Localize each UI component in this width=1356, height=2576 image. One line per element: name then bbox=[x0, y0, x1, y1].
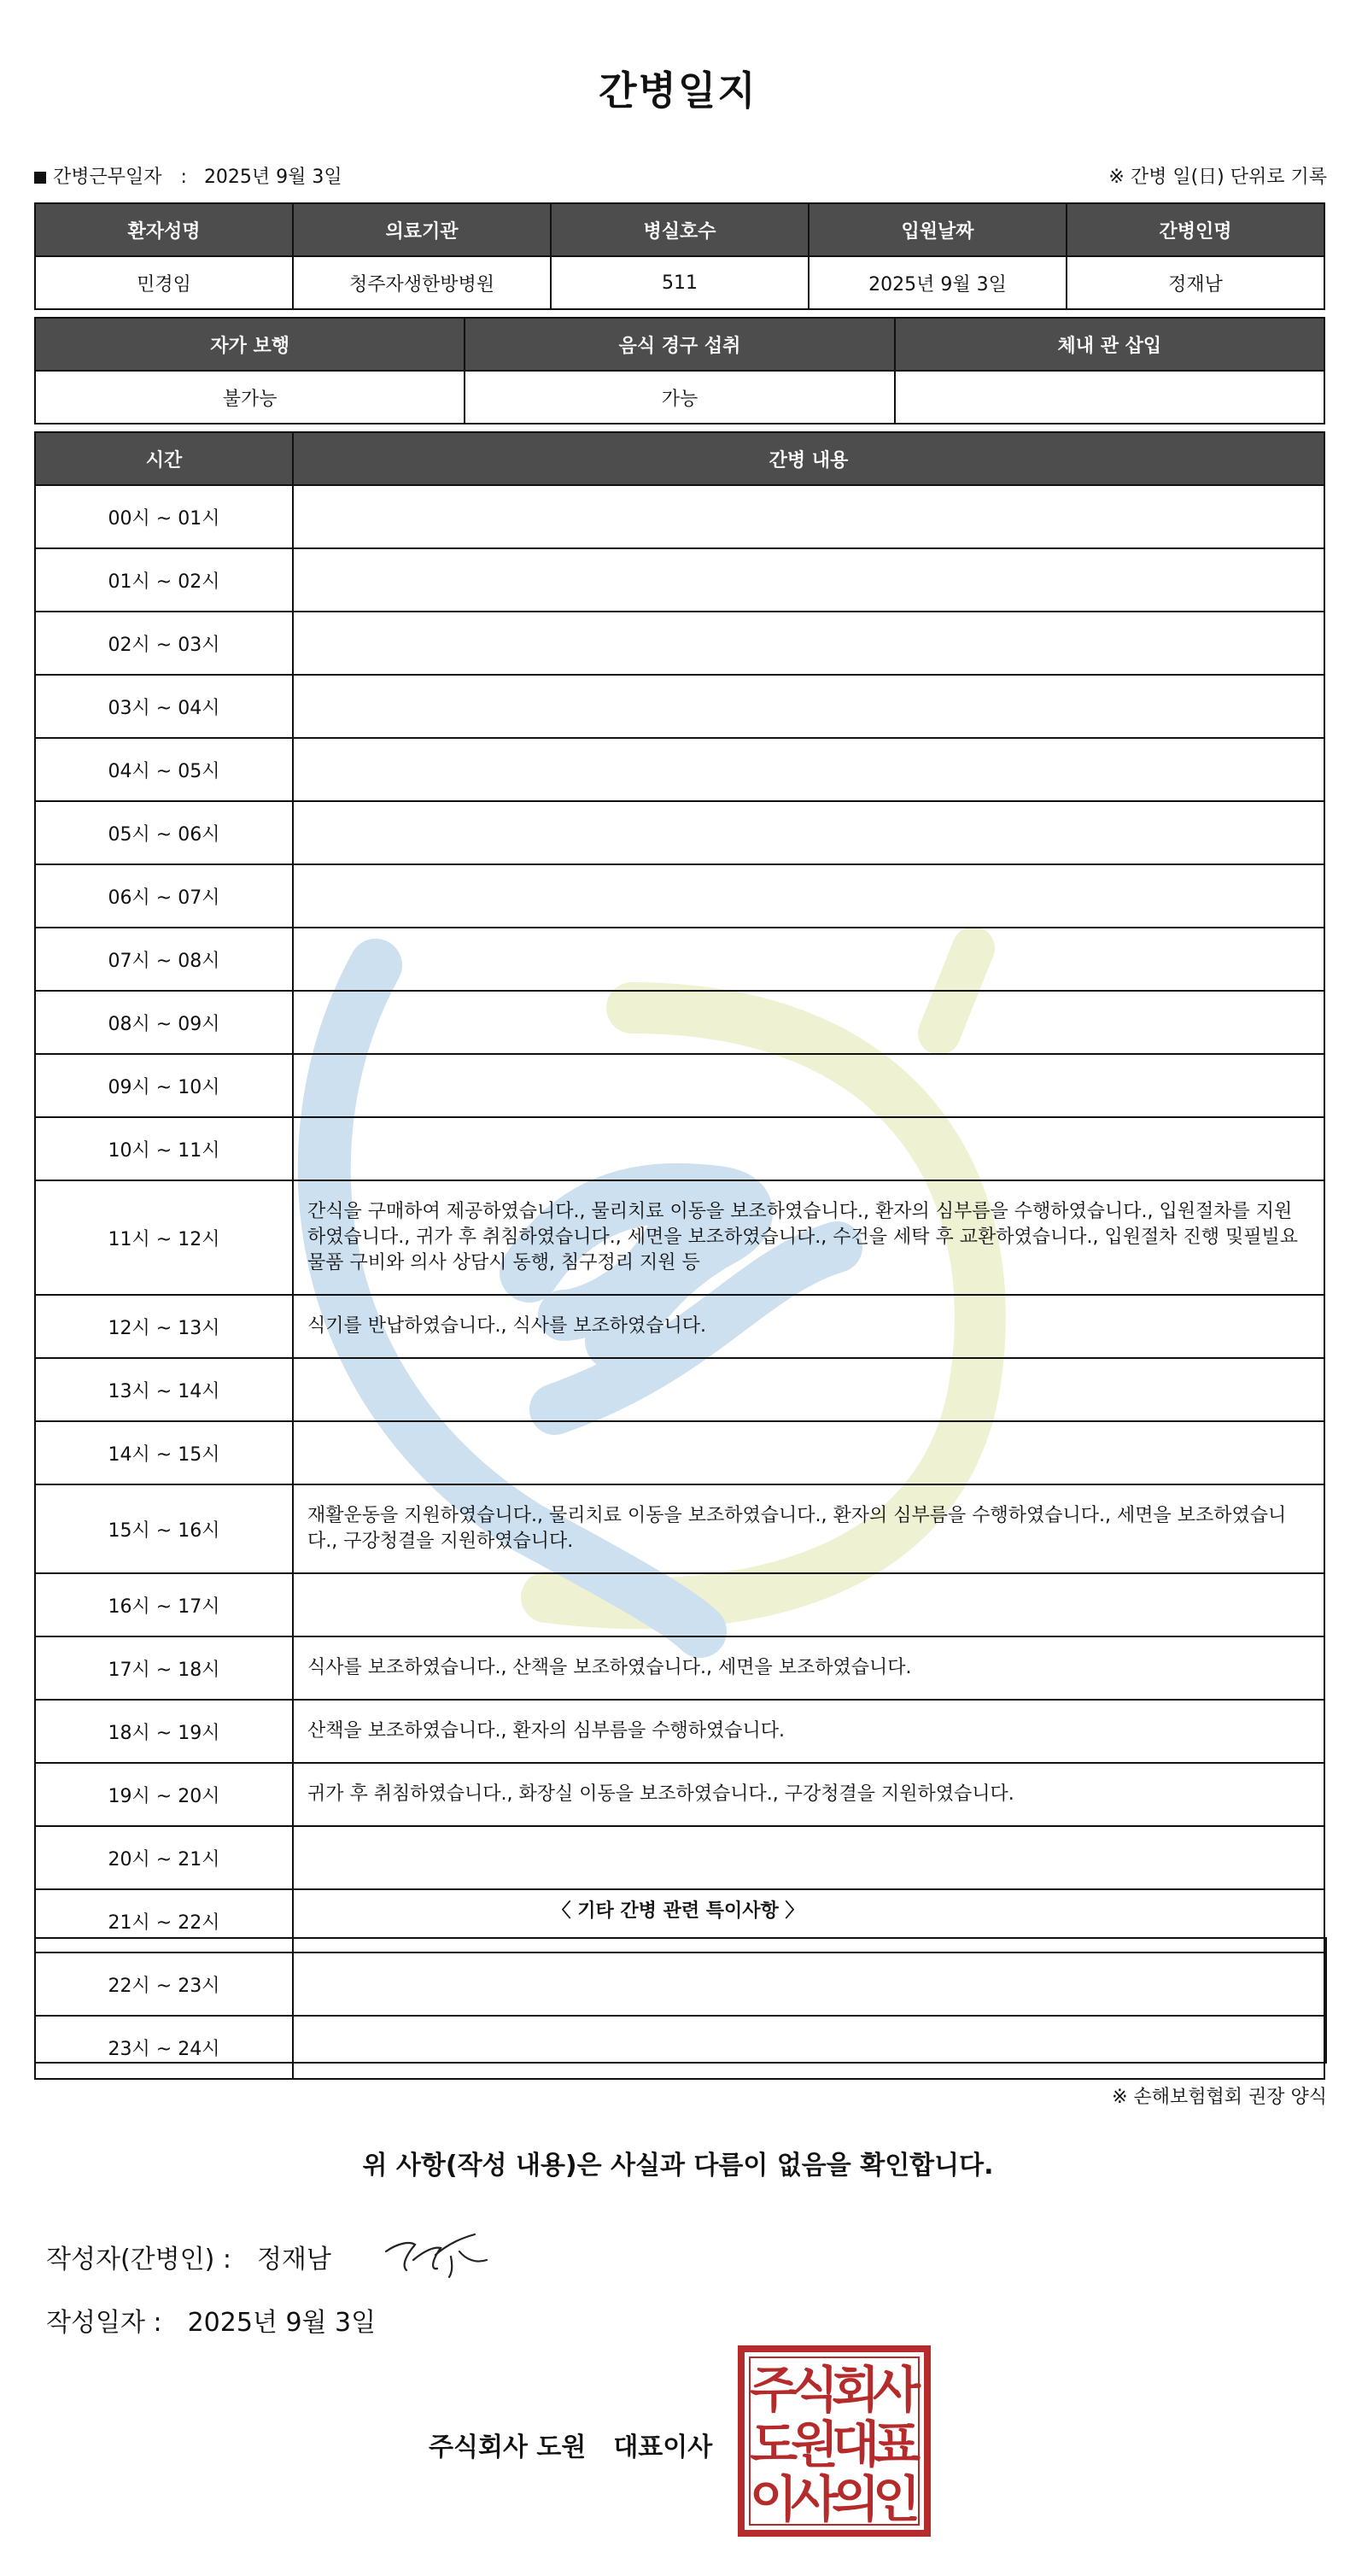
time-cell: 05시 ~ 06시 bbox=[35, 801, 293, 864]
care-content-cell: 간식을 구매하여 제공하였습니다., 물리치료 이동을 보조하였습니다., 환자의 심부름을 수행하였습니다., 입원절차를 지원하였습니다., 귀가 후 취침하였습니다., 세면을 보조하였습니다., 수건을 세탁 후 교환하였습니다., 입원절차 진행 및필빌요물품 구비와 의사 상담시 동행, 침구정리 지원 등 bbox=[293, 1180, 1324, 1295]
room-number: 511 bbox=[551, 256, 809, 309]
time-cell: 21시 ~ 22시 bbox=[35, 1889, 293, 1952]
caregiver-name: 정재남 bbox=[1067, 256, 1324, 309]
header-patient-name: 환자성명 bbox=[35, 203, 293, 256]
table-row bbox=[35, 1484, 1324, 1573]
care-content-cell bbox=[293, 1826, 1324, 1889]
time-cell: 09시 ~ 10시 bbox=[35, 1054, 293, 1117]
care-content-cell: 재활운동을 지원하였습니다., 물리치료 이동을 보조하였습니다., 환자의 심부름을 수행하였습니다., 세면을 보조하였습니다., 구강청결을 지원하였습니다. bbox=[293, 1484, 1324, 1573]
write-date-label: 작성일자 : bbox=[46, 2308, 162, 2338]
duty-date-label: 간병근무일자 bbox=[53, 167, 162, 188]
seal-glyph: 원 bbox=[790, 2415, 839, 2474]
table-row bbox=[35, 864, 1324, 928]
care-content-cell bbox=[293, 864, 1324, 928]
header-hospital: 의료기관 bbox=[293, 203, 551, 256]
table-row bbox=[35, 738, 1324, 801]
duty-date-row bbox=[34, 162, 342, 189]
time-cell: 19시 ~ 20시 bbox=[35, 1763, 293, 1826]
company-row bbox=[429, 2426, 712, 2463]
seal-glyph: 주 bbox=[749, 2361, 798, 2419]
time-cell: 00시 ~ 01시 bbox=[35, 485, 293, 548]
special-notes-box bbox=[34, 1937, 1327, 2064]
time-cell: 01시 ~ 02시 bbox=[35, 548, 293, 612]
header-care-content: 간병 내용 bbox=[293, 432, 1324, 485]
seal-glyph: 사 bbox=[790, 2470, 839, 2528]
table-row bbox=[35, 1826, 1324, 1889]
time-cell: 17시 ~ 18시 bbox=[35, 1636, 293, 1700]
care-content-cell bbox=[293, 1573, 1324, 1636]
tube-value bbox=[895, 371, 1324, 424]
duty-date-colon: : bbox=[180, 167, 187, 188]
seal-glyph: 식 bbox=[790, 2361, 839, 2419]
patient-name: 민경임 bbox=[35, 256, 293, 309]
page-title: 간병일지 bbox=[599, 67, 757, 114]
time-cell: 02시 ~ 03시 bbox=[35, 612, 293, 675]
time-cell: 23시 ~ 24시 bbox=[35, 2016, 293, 2079]
time-cell: 15시 ~ 16시 bbox=[35, 1484, 293, 1573]
care-content-cell: 산책을 보조하였습니다., 환자의 심부름을 수행하였습니다. bbox=[293, 1700, 1324, 1763]
header-time: 시간 bbox=[35, 432, 293, 485]
company-seal bbox=[738, 2345, 931, 2537]
table-row bbox=[35, 991, 1324, 1054]
time-cell: 18시 ~ 19시 bbox=[35, 1700, 293, 1763]
time-cell: 22시 ~ 23시 bbox=[35, 1952, 293, 2016]
care-content-cell bbox=[293, 991, 1324, 1054]
admission-date: 2025년 9월 3일 bbox=[809, 256, 1067, 309]
unit-note: ※ 간병 일(日) 단위로 기록 bbox=[1108, 167, 1327, 188]
care-content-cell: 식사를 보조하였습니다., 산책을 보조하였습니다., 세면을 보조하였습니다. bbox=[293, 1636, 1324, 1700]
care-content-cell bbox=[293, 801, 1324, 864]
table-row bbox=[35, 1421, 1324, 1484]
table-row bbox=[35, 1295, 1324, 1358]
time-cell: 14시 ~ 15시 bbox=[35, 1421, 293, 1484]
patient-info-table bbox=[34, 202, 1325, 310]
seal-glyph: 의 bbox=[831, 2470, 880, 2528]
table-row bbox=[35, 612, 1324, 675]
special-notes-title: 〈 기타 간병 관련 특이사항 〉 bbox=[552, 1900, 804, 1922]
seal-glyph: 대 bbox=[831, 2415, 880, 2474]
time-cell: 03시 ~ 04시 bbox=[35, 675, 293, 738]
table-row bbox=[35, 1358, 1324, 1421]
seal-glyph: 인 bbox=[872, 2470, 921, 2528]
care-content-cell bbox=[293, 548, 1324, 612]
table-row bbox=[35, 1054, 1324, 1117]
care-content-cell bbox=[293, 1117, 1324, 1180]
table-row bbox=[35, 1763, 1324, 1826]
care-content-cell bbox=[293, 612, 1324, 675]
confirmation-statement: 위 사항(작성 내용)은 사실과 다름이 없음을 확인합니다. bbox=[362, 2151, 994, 2181]
author-label: 작성자(간병인) : bbox=[46, 2245, 231, 2274]
time-cell: 06시 ~ 07시 bbox=[35, 864, 293, 928]
table-row bbox=[35, 548, 1324, 612]
time-cell: 10시 ~ 11시 bbox=[35, 1117, 293, 1180]
table-row bbox=[35, 1636, 1324, 1700]
care-content-cell: 귀가 후 취침하였습니다., 화장실 이동을 보조하였습니다., 구강청결을 지원하였습니다. bbox=[293, 1763, 1324, 1826]
company-name: 주식회사 도원 bbox=[429, 2433, 587, 2462]
header-admission-date: 입원날짜 bbox=[809, 203, 1067, 256]
write-date-value: 2025년 9월 3일 bbox=[187, 2308, 377, 2338]
seal-glyph: 도 bbox=[749, 2415, 798, 2474]
hospital-name: 청주자생한방병원 bbox=[293, 256, 551, 309]
time-cell: 20시 ~ 21시 bbox=[35, 1826, 293, 1889]
walking-value: 불가능 bbox=[35, 371, 465, 424]
time-cell: 07시 ~ 08시 bbox=[35, 928, 293, 991]
table-row bbox=[35, 675, 1324, 738]
table-row bbox=[35, 1180, 1324, 1295]
header-walking: 자가 보행 bbox=[35, 318, 465, 371]
header-oral-intake: 음식 경구 섭취 bbox=[465, 318, 894, 371]
care-content-cell bbox=[293, 485, 1324, 548]
header-tube: 체내 관 삽입 bbox=[895, 318, 1324, 371]
seal-glyph: 이 bbox=[749, 2470, 798, 2528]
form-note: ※ 손해보험협회 권장 양식 bbox=[1112, 2087, 1327, 2108]
author-name: 정재남 bbox=[256, 2245, 331, 2274]
time-cell: 11시 ~ 12시 bbox=[35, 1180, 293, 1295]
care-content-cell bbox=[293, 1054, 1324, 1117]
care-content-cell bbox=[293, 1358, 1324, 1421]
table-row bbox=[35, 1117, 1324, 1180]
table-row bbox=[35, 928, 1324, 991]
table-row bbox=[35, 1573, 1324, 1636]
header-caregiver: 간병인명 bbox=[1067, 203, 1324, 256]
time-cell: 13시 ~ 14시 bbox=[35, 1358, 293, 1421]
table-row bbox=[35, 801, 1324, 864]
care-content-cell: 식기를 반납하였습니다., 식사를 보조하였습니다. bbox=[293, 1295, 1324, 1358]
time-cell: 04시 ~ 05시 bbox=[35, 738, 293, 801]
time-cell: 08시 ~ 09시 bbox=[35, 991, 293, 1054]
oral-intake-value: 가능 bbox=[465, 371, 894, 424]
table-row bbox=[35, 1700, 1324, 1763]
care-log-table bbox=[34, 431, 1325, 2080]
author-row bbox=[46, 2238, 331, 2275]
seal-glyph: 회 bbox=[831, 2361, 880, 2419]
signature bbox=[381, 2226, 492, 2280]
bullet-square-icon bbox=[34, 172, 46, 184]
seal-glyph: 표 bbox=[872, 2415, 921, 2474]
care-content-cell bbox=[293, 1421, 1324, 1484]
care-content-cell bbox=[293, 675, 1324, 738]
company-title: 대표이사 bbox=[613, 2433, 713, 2462]
patient-status-table bbox=[34, 317, 1325, 424]
care-content-cell bbox=[293, 738, 1324, 801]
write-date-row bbox=[46, 2301, 376, 2339]
table-row bbox=[35, 485, 1324, 548]
time-cell: 12시 ~ 13시 bbox=[35, 1295, 293, 1358]
seal-glyph: 사 bbox=[872, 2361, 921, 2419]
header-room: 병실호수 bbox=[551, 203, 809, 256]
care-content-cell bbox=[293, 928, 1324, 991]
duty-date-value: 2025년 9월 3일 bbox=[203, 167, 342, 188]
time-cell: 16시 ~ 17시 bbox=[35, 1573, 293, 1636]
